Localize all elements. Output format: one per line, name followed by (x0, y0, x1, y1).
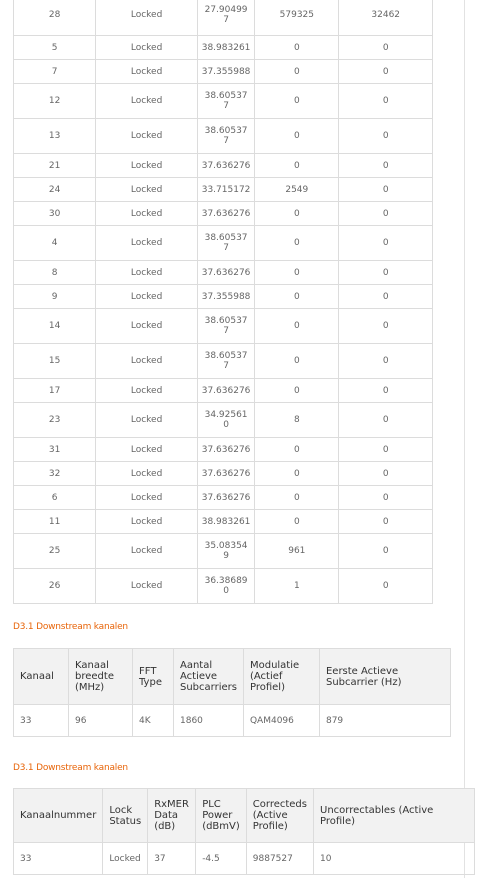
cell-col4: 0 (255, 36, 339, 60)
cell-power: 38.60537 7 (197, 226, 254, 261)
cell-col5: 0 (339, 534, 433, 569)
cell-lock-status: Locked (96, 84, 198, 119)
cell-power: 34.92561 0 (197, 403, 254, 438)
table-row (14, 202, 433, 226)
cell-col5: 0 (339, 202, 433, 226)
cell-lock-status: Locked (96, 569, 198, 604)
cell-col4: 0 (255, 462, 339, 486)
table-row (14, 705, 451, 737)
cell-col4: 0 (255, 119, 339, 154)
cell-channel: 7 (14, 60, 96, 84)
cell-col5: 0 (339, 462, 433, 486)
cell-channel: 30 (14, 202, 96, 226)
table-row (14, 379, 433, 403)
table-row (14, 403, 433, 438)
d31-downstream-status-table (13, 788, 475, 875)
cell-channel: 13 (14, 119, 96, 154)
cell-channel: 9 (14, 285, 96, 309)
header-modulatie: Modulatie (Actief Profiel) (243, 649, 319, 705)
cell-lock-status: Locked (96, 309, 198, 344)
cell-col4: 2549 (255, 178, 339, 202)
cell-power: 37.636276 (197, 202, 254, 226)
table-row (14, 261, 433, 285)
cell-lock-status: Locked (96, 0, 198, 36)
cell-power: 38.60537 7 (197, 84, 254, 119)
cell-power: 37.636276 (197, 438, 254, 462)
cell-lock-status: Locked (96, 486, 198, 510)
section-title-d31-downstream: D3.1 Downstream kanalen (13, 622, 128, 632)
cell-lock-status: Locked (103, 843, 148, 875)
table-header-row (14, 649, 451, 705)
cell-col4: 0 (255, 510, 339, 534)
cell-col4: 0 (255, 486, 339, 510)
cell-power: 36.38689 0 (197, 569, 254, 604)
cell-col4: 0 (255, 84, 339, 119)
table-row (14, 36, 433, 60)
cell-col5: 0 (339, 154, 433, 178)
cell-channel: 8 (14, 261, 96, 285)
cell-col5: 0 (339, 379, 433, 403)
cell-col5: 0 (339, 486, 433, 510)
header-correcteds: Correcteds (Active Profile) (246, 789, 313, 843)
table-row (14, 154, 433, 178)
cell-col4: 0 (255, 154, 339, 178)
cell-channel: 26 (14, 569, 96, 604)
cell-channel: 6 (14, 486, 96, 510)
cell-power: 37.636276 (197, 486, 254, 510)
cell-power: 27.90499 7 (197, 0, 254, 36)
cell-power: 38.983261 (197, 510, 254, 534)
cell-channel: 28 (14, 0, 96, 36)
cell-col5: 0 (339, 36, 433, 60)
table-row (14, 344, 433, 379)
cell-kanaal: 33 (14, 705, 69, 737)
cell-col4: 0 (255, 202, 339, 226)
cell-lock-status: Locked (96, 36, 198, 60)
cell-channel: 4 (14, 226, 96, 261)
section-title-d31-downstream-2: D3.1 Downstream kanalen (13, 763, 128, 773)
cell-lock-status: Locked (96, 119, 198, 154)
cell-breedte: 96 (69, 705, 133, 737)
cell-uncorrectables: 10 (314, 843, 475, 875)
cell-col4: 1 (255, 569, 339, 604)
table-row (14, 510, 433, 534)
table-row (14, 462, 433, 486)
table-row (14, 178, 433, 202)
cell-col5: 0 (339, 178, 433, 202)
cell-channel: 11 (14, 510, 96, 534)
cell-col4: 0 (255, 309, 339, 344)
cell-lock-status: Locked (96, 154, 198, 178)
cell-col4: 0 (255, 60, 339, 84)
cell-power: 38.60537 7 (197, 119, 254, 154)
cell-power: 37.636276 (197, 462, 254, 486)
table-row (14, 84, 433, 119)
cell-col5: 0 (339, 510, 433, 534)
header-lock-status: Lock Status (103, 789, 148, 843)
table-row (14, 285, 433, 309)
cell-lock-status: Locked (96, 261, 198, 285)
cell-power: 37.355988 (197, 60, 254, 84)
cell-col4: 579325 (255, 0, 339, 36)
cell-col5: 0 (339, 309, 433, 344)
cell-rxmer: 37 (148, 843, 196, 875)
cell-power: 37.636276 (197, 154, 254, 178)
cell-power: 37.636276 (197, 261, 254, 285)
cell-channel: 24 (14, 178, 96, 202)
table-row (14, 843, 475, 875)
header-kanaal: Kanaal (14, 649, 69, 705)
cell-col5: 0 (339, 84, 433, 119)
cell-col4: 0 (255, 438, 339, 462)
cell-col5: 0 (339, 226, 433, 261)
cell-channel: 23 (14, 403, 96, 438)
cell-col5: 0 (339, 261, 433, 285)
cell-col5: 0 (339, 438, 433, 462)
header-kanaal-breedte: Kanaal breedte (MHz) (69, 649, 133, 705)
cell-power: 38.60537 7 (197, 309, 254, 344)
table-row (14, 438, 433, 462)
table-row (14, 119, 433, 154)
cell-kanaalnummer: 33 (14, 843, 103, 875)
cell-col4: 0 (255, 285, 339, 309)
cell-lock-status: Locked (96, 462, 198, 486)
cell-channel: 12 (14, 84, 96, 119)
cell-correcteds: 9887527 (246, 843, 313, 875)
cell-lock-status: Locked (96, 379, 198, 403)
cell-col4: 0 (255, 379, 339, 403)
table-row (14, 0, 433, 36)
downstream-status-table (13, 0, 433, 604)
cell-col4: 0 (255, 261, 339, 285)
table-row (14, 569, 433, 604)
cell-subcarriers: 1860 (174, 705, 244, 737)
cell-lock-status: Locked (96, 534, 198, 569)
page-divider-line (464, 0, 465, 878)
cell-eerste-subcarrier: 879 (319, 705, 450, 737)
cell-lock-status: Locked (96, 403, 198, 438)
cell-power: 37.355988 (197, 285, 254, 309)
header-rxmer: RxMER Data (dB) (148, 789, 196, 843)
table-header-row (14, 789, 475, 843)
cell-lock-status: Locked (96, 202, 198, 226)
cell-channel: 17 (14, 379, 96, 403)
cell-col5: 0 (339, 119, 433, 154)
cell-col4: 0 (255, 344, 339, 379)
cell-lock-status: Locked (96, 438, 198, 462)
cell-channel: 31 (14, 438, 96, 462)
d31-downstream-channels-table (13, 648, 451, 737)
cell-col4: 0 (255, 226, 339, 261)
cell-plc-power: -4.5 (196, 843, 247, 875)
cell-channel: 32 (14, 462, 96, 486)
cell-fft: 4K (133, 705, 174, 737)
cell-col4: 961 (255, 534, 339, 569)
header-plc-power: PLC Power (dBmV) (196, 789, 247, 843)
table-row (14, 226, 433, 261)
header-actieve-subcarriers: Aantal Actieve Subcarriers (174, 649, 244, 705)
cell-lock-status: Locked (96, 344, 198, 379)
cell-channel: 21 (14, 154, 96, 178)
cell-power: 37.636276 (197, 379, 254, 403)
cell-channel: 14 (14, 309, 96, 344)
header-kanaalnummer: Kanaalnummer (14, 789, 103, 843)
cell-col5: 0 (339, 569, 433, 604)
table-row (14, 486, 433, 510)
cell-col5: 32462 (339, 0, 433, 36)
table-row (14, 60, 433, 84)
cell-power: 33.715172 (197, 178, 254, 202)
cell-col5: 0 (339, 344, 433, 379)
cell-channel: 25 (14, 534, 96, 569)
cell-lock-status: Locked (96, 510, 198, 534)
header-fft-type: FFT Type (133, 649, 174, 705)
cell-lock-status: Locked (96, 285, 198, 309)
cell-lock-status: Locked (96, 226, 198, 261)
table-row (14, 309, 433, 344)
cell-col5: 0 (339, 60, 433, 84)
table-row (14, 534, 433, 569)
header-uncorrectables: Uncorrectables (Active Profile) (314, 789, 475, 843)
cell-col5: 0 (339, 285, 433, 309)
cell-channel: 15 (14, 344, 96, 379)
cell-channel: 5 (14, 36, 96, 60)
cell-col5: 0 (339, 403, 433, 438)
cell-modulatie: QAM4096 (243, 705, 319, 737)
cell-power: 38.60537 7 (197, 344, 254, 379)
cell-power: 38.983261 (197, 36, 254, 60)
cell-lock-status: Locked (96, 178, 198, 202)
cell-lock-status: Locked (96, 60, 198, 84)
cell-col4: 8 (255, 403, 339, 438)
header-eerste-subcarrier: Eerste Actieve Subcarrier (Hz) (319, 649, 450, 705)
cell-power: 35.08354 9 (197, 534, 254, 569)
status-table-body (14, 0, 433, 604)
